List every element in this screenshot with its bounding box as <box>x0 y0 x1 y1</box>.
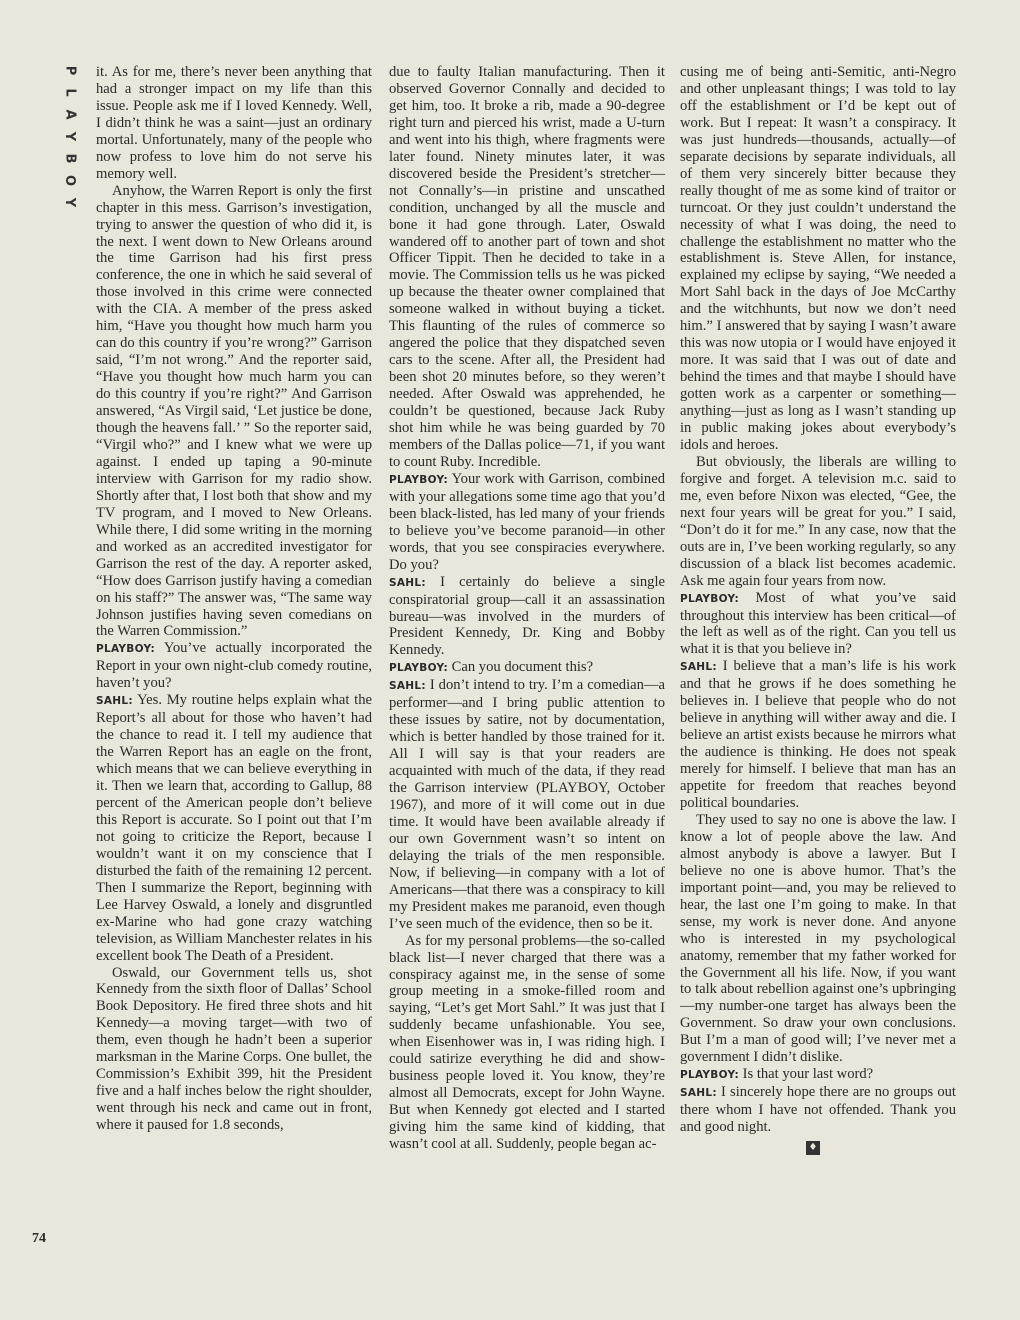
paragraph <box>680 590 956 659</box>
paragraph-text: it. As for me, there’s never been anything that had a stronger impact on my life than this issue. People ask me if I loved Kennedy. Well, I didn’t think he was a saint—just an ordinary mortal. Unfortunately, many of the people who now profess to love him do not serve his memory well. <box>96 64 372 182</box>
speaker-label: SAHL: <box>96 695 133 708</box>
paragraph <box>680 454 956 590</box>
paragraph-text: Oswald, our Government tells us, shot Kennedy from the sixth floor of Dallas’ School Book Depository. He fired three shots and hit Kennedy—a moving target—with two of them, even though he hadn’t been a superior marksman in the Marine Corps. One bullet, the Commission’s Exhibit 399, hit the President five and a half inches below the right shoulder, went through his neck and came out in front, where it paused for 1.8 seconds, <box>96 964 372 1134</box>
paragraph <box>680 658 956 812</box>
paragraph <box>389 677 665 932</box>
paragraph-text: cusing me of being anti-Semitic, anti-Negro and other unpleasant things; I was told to lay off the establishment or I’d be kept out of work. But I repeat: It wasn’t a conspiracy. It was just hundreds—thousands, actually—of separate decisions by separate individuals, all of them very sincerely bitter because they really thought of me as some kind of traitor or turncoat. Or they just couldn’t understand the necessity of what I was doing, the need to challenge the establishment no matter who the establishment is. Steve Allen, for instance, explained my eclipse by saying, “We needed a Mort Sahl back in the days of Joe McCarthy and the witchhunts, but now we don’t need him.” I answered that by saying I wasn’t aware this was now utopia or I would have enjoyed it more. It was said that I was out of date and behind the times and that maybe I should have gotten work as a carpenter or something—anything—just as long as I wasn’t standing up in public making jokes about everybody’s idols and heroes. <box>680 64 956 453</box>
speaker-label: PLAYBOY: <box>680 1069 739 1082</box>
paragraph <box>96 183 372 641</box>
paragraph-text: Most of what you’ve said throughout this interview has been critical—of the left as well as of the right. Can you tell us what it is that you believe in? <box>680 589 956 658</box>
paragraph-text: Is that your last word? <box>742 1066 874 1083</box>
paragraph <box>389 471 665 574</box>
speaker-label: SAHL: <box>680 661 717 674</box>
paragraph-text: But obviously, the liberals are willing to forgive and forget. A television m.c. said to me, even before Nixon was elected, “Gee, the next four years will be great for you.” I said, “Don’t do it for me.” In any case, now that the outs are in, I’ve been working regularly, so any discussion of a black list becomes academic. Ask me again four years from now. <box>680 453 956 589</box>
running-head <box>60 64 80 209</box>
paragraph <box>96 64 372 183</box>
running-head-letter: B <box>62 153 78 164</box>
paragraph-text: As for my personal problems—the so-called black list—I never charged that there was a conspiracy against me, in the sense of some group meeting in a smoke-filled room and saying, “Let’s get Mort Sahl.” It was just that I suddenly became unfashionable. You see, when Eisenhower was in, I was riding high. I could satirize everything he did and show-business people loved it. You know, they’re almost all Democrats, except for John Wayne. But when Kennedy got elected and I started giving him the same kind of kidding, that wasn’t cool at all. Suddenly, people began ac- <box>389 932 665 1153</box>
speaker-label: PLAYBOY: <box>680 592 739 605</box>
paragraph-text: Yes. My routine helps explain what the Report’s all about for those who haven’t had the chance to read it. I tell my audience that the Warren Report has an eagle on the front, which means that we can believe everything in it. Then we learn that, according to Gallup, 88 percent of the American people don’t believe this Report is accurate. So I point out that I’m not going to criticize the Report, because I wouldn’t want it on my conscience that I disturbed the faith of the remaining 12 percent. Then I summarize the Report, beginning with Lee Harvey Oswald, a lonely and disgruntled ex-Marine who had gone crazy watching television, as William Manchester relates in his excellent book The Death of a President. <box>96 692 372 964</box>
speaker-label: PLAYBOY: <box>389 473 448 486</box>
paragraph-text: Your work with Garrison, combined with your allegations some time ago that you’d been black-listed, has led many of your friends to believe you’ve become paranoid—in other words, that you see conspiracies everywhere. Do you? <box>389 470 666 573</box>
paragraph-text: I don’t intend to try. I’m a comedian—a performer—and I bring public attention to these issues by satire, not by documentation, which is better handled by those trained for it. All I will say is that your readers are acquainted with much of the data, if they read the Garrison interview (PLAYBOY, October 1967), and more of it will come out in due time. It would have been available already if our own Government wasn’t so intent on delaying the trials of the men responsible. Now, if believing—in company with a lot of Americans—that there was a conspiracy to kill my President makes me paranoid, even though I’ve seen much of the evidence, then so be it. <box>389 677 665 932</box>
paragraph <box>389 574 665 660</box>
page-number: 74 <box>32 1231 46 1246</box>
paragraph <box>96 640 372 692</box>
paragraph <box>389 933 665 1153</box>
text-column-1 <box>96 64 372 1134</box>
paragraph-text: I believe that a man’s life is his work and that he grows if he does something he believes in. I believe that people who do not believe in anything will wither away and die. I believe an artist exists because he mirrors what the audience is thinking. He does not speak merely for himself. I believe that man has an appetite for freedom that reaches beyond political boundaries. <box>680 658 956 811</box>
paragraph <box>96 692 372 964</box>
paragraph <box>680 1084 956 1136</box>
speaker-label: SAHL: <box>389 576 426 589</box>
speaker-label: PLAYBOY: <box>96 643 155 656</box>
paragraph-text: They used to say no one is above the law. I know a lot of people above the law. And almost anybody is above a lawyer. But I believe no one is above humor. That’s the important point—and, you may be relieved to hear, the last one I’m going to make. In that sense, my work is never done. And anyone who is interested in my psychological anatomy, remember that my father worked for the Government all his life. Now, if you want to talk about rebellion against one’s upbringing—my number-one target has always been the Government. So draw your own conclusions. But I’m a man of good will; I’ve never met a government I didn’t dislike. <box>680 811 956 1066</box>
paragraph <box>389 64 665 471</box>
paragraph-text: Anyhow, the Warren Report is only the first chapter in this mess. Garrison’s investigation, trying to answer the question of who did it, is the next. I went down to New Orleans around the time Garrison had his first press conference, the one in which he said several of those involved in this crime were connected with the CIA. A member of the press asked him, “Have you thought how much harm you can do this country if you’re wrong?” Garrison said, “I’m not wrong.” And the reporter said, “Have you thought how much harm you can do this country if you’re right?” And Garrison answered, “As Virgil said, ‘Let justice be done, though the heavens fall.’ ” So the reporter said, “Virgil who?” and I knew what we were up against. I ended up taping a 90-minute interview with Garrison for my radio show. Shortly after that, I lost both that show and my TV program, and I moved to New Orleans. While there, I did some writing in the morning and worked as an accredited investigator for Garrison the rest of the day. A reporter asked, “How does Garrison justify having a comedian on his staff?” The answer was, “The same way Johnson justifies having seven comedians on the Warren Commission.” <box>96 182 372 640</box>
paragraph-text: Can you document this? <box>451 659 594 676</box>
running-head-letter: O <box>62 174 78 187</box>
speaker-label: SAHL: <box>389 680 426 693</box>
paragraph-text: due to faulty Italian manufacturing. Then it observed Governor Connally and decided to get him, too. It broke a rib, made a 90-degree right turn and pierced his wrist, made a U-turn and went into his thigh, where fragments were later found. Ninety minutes later, it was discovered beside the President’s stretcher—not Connally’s—in pristine and unscathed condition, unchanged by all the muscle and bone it had gone through. Later, Oswald wandered off to another part of town and shot Officer Tippit. Then he decided to take in a movie. The Commission tells us he was picked up because the theater owner complained that someone walked in without buying a ticket. This flaunting of the rules of commerce so angered the police that they dispatched seven cars to the scene. After all, the President had been shot 20 minutes before, so they weren’t needed. After Oswald was apprehended, he couldn’t be questioned, because Jack Ruby shot him while he was being guarded by 70 members of the Dallas police—71, if you want to count Ruby. Incredible. <box>389 64 665 470</box>
text-column-3 <box>680 64 956 1155</box>
running-head-letter: Y <box>62 131 78 142</box>
paragraph-text: You’ve actually incorporated the Report in your own night-club comedy routine, haven’t you? <box>96 640 373 692</box>
paragraph <box>389 659 665 677</box>
running-head-letter: A <box>62 109 78 120</box>
running-head-letter: P <box>62 65 78 76</box>
paragraph <box>680 1066 956 1084</box>
paragraph <box>680 812 956 1066</box>
speaker-label: PLAYBOY: <box>389 662 448 675</box>
paragraph-text: I sincerely hope there are no groups out there whom I have not offended. Thank you and good night. <box>680 1084 956 1136</box>
speaker-label: SAHL: <box>680 1087 717 1100</box>
text-column-2 <box>389 64 665 1153</box>
running-head-letter: L <box>62 88 78 97</box>
paragraph <box>96 965 372 1135</box>
paragraph-text: I certainly do believe a single conspiratorial group—call it an assassination bureau—was involved in the murders of President Kennedy, Dr. King and Bobby Kennedy. <box>389 573 666 659</box>
running-head-letter: Y <box>62 197 78 208</box>
rabbit-head-end-mark-icon: ♦ <box>806 1141 820 1155</box>
paragraph <box>680 64 956 454</box>
